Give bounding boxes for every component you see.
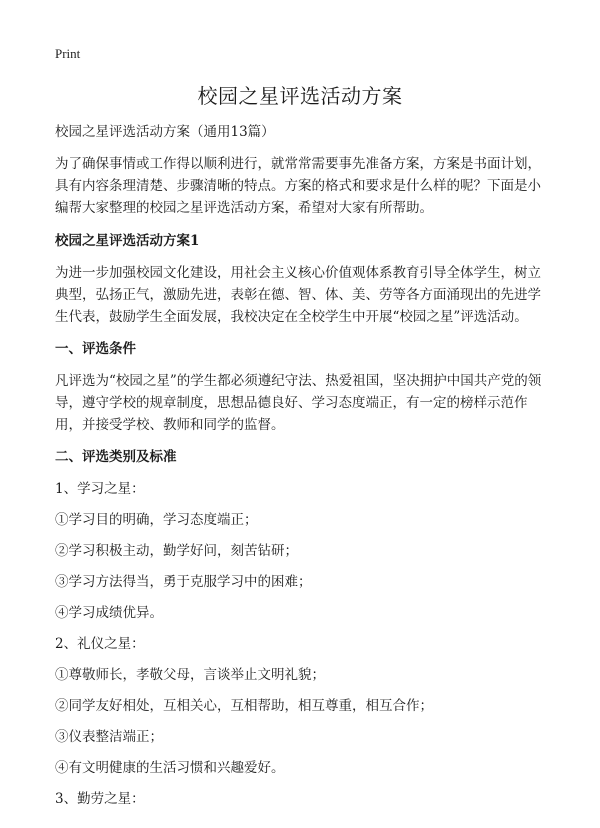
list-item: 3、勤劳之星： bbox=[55, 791, 145, 807]
list-item: ④学习成绩优异。 bbox=[55, 605, 163, 621]
list-item: ①尊敬师长，孝敬父母，言谈举止文明礼貌； bbox=[55, 667, 325, 683]
categories-heading: 二、评选类别及标准 bbox=[55, 449, 177, 465]
conditions-paragraph: 凡评选为“校园之星”的学生都必须遵纪守法、热爱祖国，坚决拥护中国共产党的领导，遵守学校的规章制度，思想品德良好、学习态度端正，有一定的榜样示范作用，并接受学校、教师和同学的监督。 bbox=[55, 373, 542, 433]
list-item: 2、礼仪之星： bbox=[55, 636, 145, 652]
list-item: ③学习方法得当，勇于克服学习中的困难； bbox=[55, 574, 312, 590]
section-paragraph: 为进一步加强校园文化建设，用社会主义核心价值观体系教育引导全体学生，树立典型，弘扬正气，激励先进，表彰在德、智、体、美、劳等各方面涌现出的先进学生代表，鼓励学生全面发展，我校决定在全校学生中开展“校园之星”评选活动。 bbox=[55, 265, 541, 325]
intro-paragraph: 为了确保事情或工作得以顺利进行，就常常需要事先准备方案，方案是书面计划，具有内容条理清楚、步骤清晰的特点。方案的格式和要求是什么样的呢？下面是小编帮大家整理的校园之星评选活动方案，希望对大家有所帮助。 bbox=[55, 156, 541, 216]
list-item: ①学习目的明确，学习态度端正； bbox=[55, 512, 258, 528]
document-subtitle: 校园之星评选活动方案（通用13篇） bbox=[55, 124, 275, 140]
list-item: ③仪表整洁端正； bbox=[55, 729, 163, 745]
conditions-heading: 一、评选条件 bbox=[55, 341, 136, 357]
document-body bbox=[55, 121, 550, 819]
document-title: 校园之星评选活动方案 bbox=[197, 84, 403, 108]
list-item: 1、学习之星： bbox=[55, 481, 145, 497]
list-item: ②同学友好相处，互相关心，互相帮助，相互尊重，相互合作； bbox=[55, 698, 433, 714]
list-item: ④有文明健康的生活习惯和兴趣爱好。 bbox=[55, 760, 285, 776]
section-heading: 校园之星评选活动方案1 bbox=[55, 233, 200, 249]
print-link[interactable]: Print bbox=[55, 46, 81, 61]
list-item: ②学习积极主动，勤学好问，刻苦钻研； bbox=[55, 543, 298, 559]
